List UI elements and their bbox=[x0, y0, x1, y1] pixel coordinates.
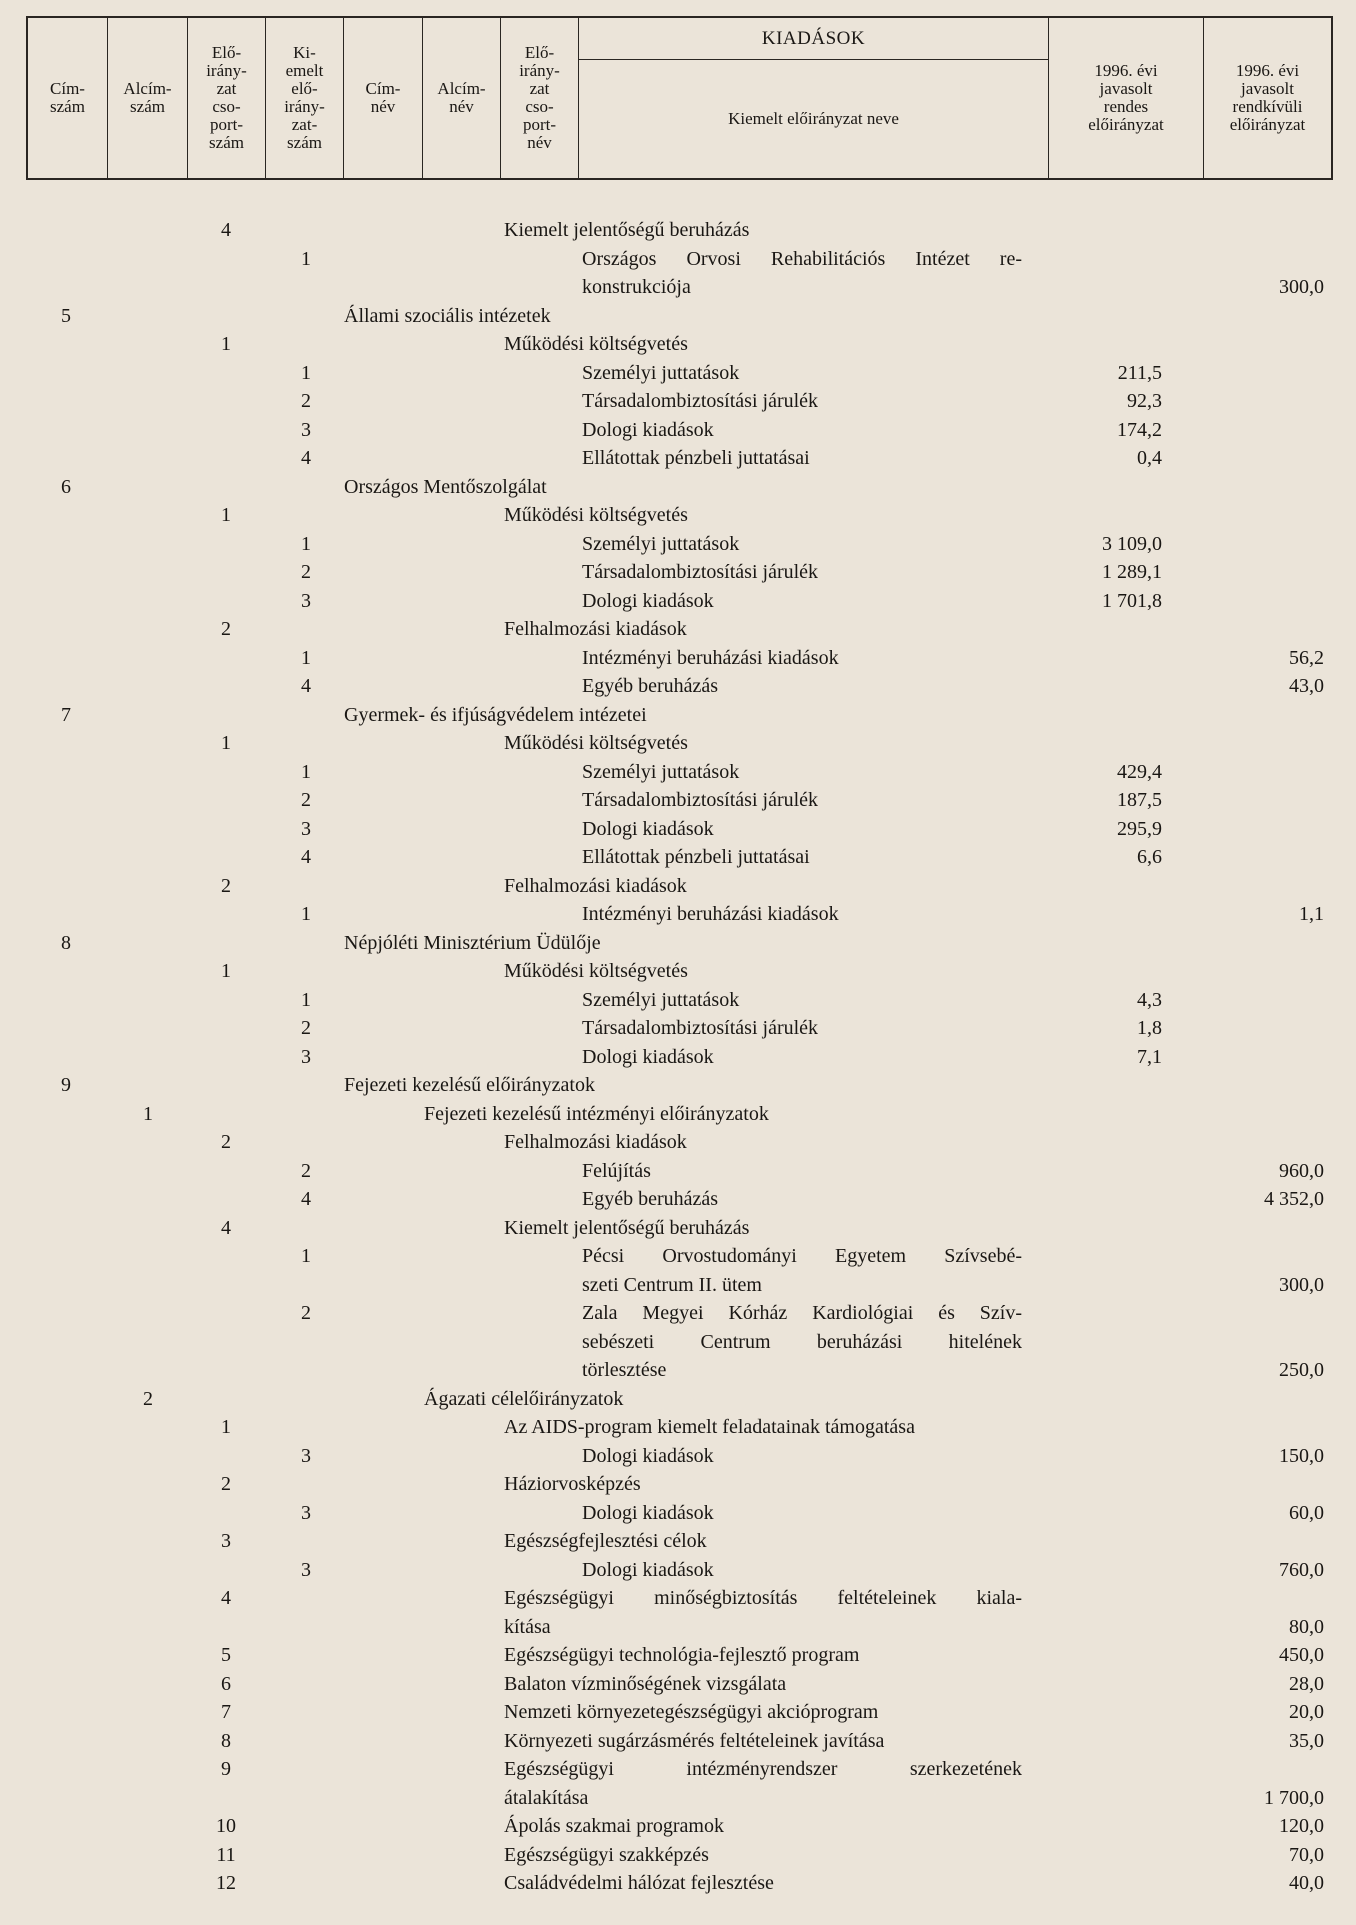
header-alcim-szam: Alcím- szám bbox=[108, 18, 188, 178]
row-number: 3 bbox=[221, 1530, 231, 1552]
row-number: 1 bbox=[221, 333, 231, 355]
row-name: Dologi kiadások bbox=[582, 1045, 714, 1068]
rendes-value: 1 289,1 bbox=[1102, 561, 1162, 583]
row-name: Működési költségvetés bbox=[504, 960, 688, 982]
rendkivuli-value: 60,0 bbox=[1289, 1501, 1324, 1524]
table-row bbox=[0, 672, 1356, 701]
row-number: 6 bbox=[221, 1672, 231, 1695]
row-name-text: Zala Megyei Kórház Kardiológiai és Szív- bbox=[582, 1302, 1022, 1324]
row-number: 2 bbox=[301, 1017, 311, 1039]
table-row bbox=[0, 872, 1356, 901]
row-name: Ellátottak pénzbeli juttatásai bbox=[582, 846, 810, 868]
rendkivuli-value: 450,0 bbox=[1279, 1644, 1324, 1666]
row-number: 2 bbox=[221, 1473, 231, 1495]
table-row bbox=[0, 1043, 1356, 1072]
table-row bbox=[0, 1299, 1356, 1328]
row-number: 1 bbox=[221, 960, 231, 982]
rendes-value: 174,2 bbox=[1117, 418, 1162, 441]
row-name: Fejezeti kezelésű előirányzatok bbox=[344, 1074, 595, 1096]
row-name: Felhalmozási kiadások bbox=[504, 1131, 687, 1153]
rendes-value: 429,4 bbox=[1117, 760, 1162, 783]
header-rendes-eloirany: 1996. évi javasolt rendes előirányzat bbox=[1049, 18, 1204, 178]
rendkivuli-value: 300,0 bbox=[1279, 276, 1324, 298]
row-name: Társadalombiztosítási járulék bbox=[582, 561, 819, 583]
row-name: Egészségügyi technológia-fejlesztő program bbox=[504, 1644, 860, 1666]
rendes-value: 92,3 bbox=[1127, 390, 1162, 412]
row-number: 12 bbox=[216, 1872, 236, 1894]
rendkivuli-value: 250,0 bbox=[1279, 1359, 1324, 1381]
row-name: Egyéb beruházás bbox=[582, 1188, 719, 1210]
row-number: 1 bbox=[301, 903, 311, 925]
row-number: 1 bbox=[301, 1245, 311, 1267]
row-number: 2 bbox=[301, 390, 311, 412]
row-number: 4 bbox=[301, 447, 311, 469]
row-name: Személyi juttatások bbox=[582, 988, 740, 1011]
rendkivuli-value: 120,0 bbox=[1279, 1815, 1324, 1837]
table-row bbox=[0, 986, 1356, 1015]
table-row bbox=[0, 929, 1356, 958]
row-name: Társadalombiztosítási járulék bbox=[582, 789, 819, 811]
row-number: 6 bbox=[61, 475, 71, 498]
rendkivuli-value: 300,0 bbox=[1279, 1273, 1324, 1296]
table-row bbox=[0, 1356, 1356, 1385]
rendes-value: 1 701,8 bbox=[1102, 589, 1162, 612]
row-name: Egészségfejlesztési célok bbox=[504, 1530, 707, 1552]
row-number: 9 bbox=[61, 1074, 71, 1096]
row-name: átalakítása bbox=[504, 1786, 589, 1809]
row-number: 7 bbox=[61, 703, 71, 726]
row-number: 1 bbox=[221, 1416, 231, 1438]
row-number: 3 bbox=[301, 1558, 311, 1581]
table-row bbox=[0, 359, 1356, 388]
row-number: 9 bbox=[221, 1758, 231, 1780]
header-cim-szam: Cím- szám bbox=[28, 18, 108, 178]
row-number: 2 bbox=[221, 618, 231, 640]
row-name: Kiemelt jelentőségű beruházás bbox=[504, 219, 750, 241]
row-name: Dologi kiadások bbox=[582, 817, 714, 840]
table-row bbox=[0, 1784, 1356, 1813]
row-name: Személyi juttatások bbox=[582, 361, 740, 384]
row-name-text: sebészeti Centrum beruházási hitelének bbox=[582, 1330, 1022, 1353]
table-row bbox=[0, 644, 1356, 673]
row-name: Felhalmozási kiadások bbox=[504, 618, 687, 640]
row-number: 2 bbox=[301, 789, 311, 811]
table-row bbox=[0, 1128, 1356, 1157]
row-name: Felhalmozási kiadások bbox=[504, 874, 687, 897]
row-name: Balaton vízminőségének vizsgálata bbox=[504, 1672, 787, 1695]
table-row bbox=[0, 330, 1356, 359]
table-row bbox=[0, 843, 1356, 872]
row-name: Országos Mentőszolgálat bbox=[344, 475, 547, 498]
table-row bbox=[0, 216, 1356, 245]
table-row bbox=[0, 1271, 1356, 1300]
rendkivuli-value: 28,0 bbox=[1289, 1672, 1324, 1695]
table-row bbox=[0, 786, 1356, 815]
table-row bbox=[0, 758, 1356, 787]
table-row bbox=[0, 1698, 1356, 1727]
row-name: Fejezeti kezelésű intézményi előirányzatok bbox=[424, 1102, 769, 1125]
row-number: 4 bbox=[301, 1188, 311, 1210]
row-name bbox=[582, 245, 1022, 274]
row-name bbox=[504, 1755, 1022, 1784]
table-row bbox=[0, 1755, 1356, 1784]
row-number: 7 bbox=[221, 1701, 231, 1723]
rendes-value: 4,3 bbox=[1137, 988, 1162, 1011]
rendes-value: 295,9 bbox=[1117, 817, 1162, 840]
row-name: Háziorvosképzés bbox=[504, 1473, 641, 1495]
row-name: szeti Centrum II. ütem bbox=[582, 1273, 762, 1296]
header-alcim-nev: Alcím- név bbox=[423, 18, 501, 178]
table-header bbox=[26, 16, 1333, 180]
row-number: 2 bbox=[301, 1302, 311, 1324]
rendkivuli-value: 960,0 bbox=[1279, 1159, 1324, 1182]
row-name bbox=[504, 1584, 1022, 1613]
row-name: Környezeti sugárzásmérés feltételeinek javítása bbox=[504, 1729, 885, 1752]
row-number: 5 bbox=[221, 1644, 231, 1666]
table-row bbox=[0, 1527, 1356, 1556]
row-name: Működési költségvetés bbox=[504, 504, 688, 526]
table-row bbox=[0, 273, 1356, 302]
rendkivuli-value: 1,1 bbox=[1299, 903, 1324, 925]
rendkivuli-value: 40,0 bbox=[1289, 1872, 1324, 1894]
table-row bbox=[0, 387, 1356, 416]
table-row bbox=[0, 615, 1356, 644]
table-row bbox=[0, 1499, 1356, 1528]
table-row bbox=[0, 1385, 1356, 1414]
row-name-text: Egészségügyi intézményrendszer szerkezetének bbox=[504, 1758, 1022, 1780]
row-number: 3 bbox=[301, 817, 311, 840]
rendkivuli-value: 150,0 bbox=[1279, 1444, 1324, 1467]
rendkivuli-value: 760,0 bbox=[1279, 1558, 1324, 1581]
row-number: 3 bbox=[301, 1501, 311, 1524]
row-number: 1 bbox=[301, 646, 311, 669]
rendkivuli-value: 56,2 bbox=[1289, 646, 1324, 669]
row-number: 2 bbox=[221, 1131, 231, 1153]
table-row bbox=[0, 729, 1356, 758]
row-name bbox=[582, 1299, 1022, 1328]
row-name: Nemzeti környezetegészségügyi akcióprogram bbox=[504, 1701, 879, 1723]
rendkivuli-value: 1 700,0 bbox=[1264, 1786, 1324, 1809]
table-row bbox=[0, 302, 1356, 331]
row-number: 8 bbox=[61, 931, 71, 954]
header-eloirany-csoport-nev: Elő- irány- zat cso- port- név bbox=[501, 18, 579, 178]
row-name: Működési költségvetés bbox=[504, 333, 688, 355]
row-name: Gyermek- és ifjúságvédelem intézetei bbox=[344, 703, 647, 726]
row-name: Társadalombiztosítási járulék bbox=[582, 390, 819, 412]
row-name: Intézményi beruházási kiadások bbox=[582, 646, 839, 669]
table-row bbox=[0, 1442, 1356, 1471]
row-number: 4 bbox=[221, 219, 231, 241]
table-row bbox=[0, 1869, 1356, 1898]
header-cim-nev: Cím- név bbox=[344, 18, 423, 178]
rendes-value: 6,6 bbox=[1137, 846, 1162, 868]
row-number: 1 bbox=[221, 504, 231, 526]
row-number: 4 bbox=[301, 675, 311, 697]
rendes-value: 1,8 bbox=[1137, 1017, 1162, 1039]
table-row bbox=[0, 444, 1356, 473]
rendkivuli-value: 43,0 bbox=[1289, 675, 1324, 697]
row-number: 3 bbox=[301, 1444, 311, 1467]
row-name: Dologi kiadások bbox=[582, 589, 714, 612]
row-name-text: Országos Orvosi Rehabilitációs Intézet re- bbox=[582, 247, 1022, 270]
rendes-value: 187,5 bbox=[1117, 789, 1162, 811]
table-row bbox=[0, 1727, 1356, 1756]
rendes-value: 7,1 bbox=[1137, 1045, 1162, 1068]
table-row bbox=[0, 1157, 1356, 1186]
table-row bbox=[0, 1812, 1356, 1841]
row-name: Népjóléti Minisztérium Üdülője bbox=[344, 931, 601, 954]
row-name: törlesztése bbox=[582, 1359, 667, 1381]
row-name: Egyéb beruházás bbox=[582, 675, 719, 697]
row-name: Dologi kiadások bbox=[582, 418, 714, 441]
table-row bbox=[0, 473, 1356, 502]
table-row bbox=[0, 1242, 1356, 1271]
row-name: konstrukciója bbox=[582, 276, 691, 298]
row-name: Állami szociális intézetek bbox=[344, 304, 551, 327]
table-row bbox=[0, 1470, 1356, 1499]
row-name: Ápolás szakmai programok bbox=[504, 1815, 724, 1837]
table-row bbox=[0, 1413, 1356, 1442]
row-name: Dologi kiadások bbox=[582, 1501, 714, 1524]
row-number: 10 bbox=[216, 1815, 236, 1837]
rendkivuli-value: 20,0 bbox=[1289, 1701, 1324, 1723]
header-eloirany-csoport-szam: Elő- irány- zat cso- port- szám bbox=[188, 18, 266, 178]
row-name-text: Pécsi Orvostudományi Egyetem Szívsebé- bbox=[582, 1245, 1022, 1267]
row-name: Intézményi beruházási kiadások bbox=[582, 903, 839, 925]
table-row bbox=[0, 1100, 1356, 1129]
row-number: 8 bbox=[221, 1729, 231, 1752]
row-name: Egészségügyi szakképzés bbox=[504, 1843, 709, 1866]
table-row bbox=[0, 1556, 1356, 1585]
table-row bbox=[0, 1613, 1356, 1642]
row-number: 4 bbox=[221, 1587, 231, 1609]
table-row bbox=[0, 558, 1356, 587]
row-name-text: Egészségügyi minőségbiztosítás feltételeinek kiala- bbox=[504, 1587, 1022, 1609]
table-row bbox=[0, 1185, 1356, 1214]
row-name: Felújítás bbox=[582, 1159, 651, 1182]
row-number: 1 bbox=[143, 1102, 153, 1125]
row-number: 1 bbox=[301, 988, 311, 1011]
row-number: 1 bbox=[221, 732, 231, 754]
row-number: 4 bbox=[301, 846, 311, 868]
table-row bbox=[0, 1641, 1356, 1670]
table-row bbox=[0, 1014, 1356, 1043]
row-number: 2 bbox=[143, 1387, 153, 1410]
table-row bbox=[0, 900, 1356, 929]
rendes-value: 0,4 bbox=[1137, 447, 1162, 469]
row-number: 11 bbox=[216, 1843, 236, 1866]
row-number: 3 bbox=[301, 589, 311, 612]
table-row bbox=[0, 245, 1356, 274]
table-row bbox=[0, 501, 1356, 530]
header-kiemelt-eloirany-neve: Kiemelt előirányzat neve bbox=[728, 109, 899, 128]
row-name: Működési költségvetés bbox=[504, 732, 688, 754]
row-number: 1 bbox=[301, 247, 311, 270]
row-number: 2 bbox=[301, 1159, 311, 1182]
row-name: Dologi kiadások bbox=[582, 1444, 714, 1467]
row-number: 3 bbox=[301, 1045, 311, 1068]
table-row bbox=[0, 1071, 1356, 1100]
table-row bbox=[0, 815, 1356, 844]
rendes-value: 3 109,0 bbox=[1102, 532, 1162, 555]
row-name: Dologi kiadások bbox=[582, 1558, 714, 1581]
row-name: Kiemelt jelentőségű beruházás bbox=[504, 1216, 750, 1239]
rendkivuli-value: 35,0 bbox=[1289, 1729, 1324, 1752]
row-name bbox=[582, 1328, 1022, 1357]
row-name: kítása bbox=[504, 1615, 551, 1638]
header-kiadasok-group bbox=[579, 18, 1049, 178]
row-number: 2 bbox=[221, 874, 231, 897]
rendkivuli-value: 80,0 bbox=[1289, 1615, 1324, 1638]
table-row bbox=[0, 1584, 1356, 1613]
header-rendkivuli-eloirany: 1996. évi javasolt rendkívüli előirányzat bbox=[1229, 61, 1306, 134]
row-name: Az AIDS-program kiemelt feladatainak támogatása bbox=[504, 1416, 915, 1438]
row-name bbox=[582, 1242, 1022, 1271]
table-row bbox=[0, 416, 1356, 445]
row-number: 3 bbox=[301, 418, 311, 441]
row-name: Személyi juttatások bbox=[582, 760, 740, 783]
row-number: 1 bbox=[301, 361, 311, 384]
table-row bbox=[0, 1328, 1356, 1357]
header-kiadasok: KIADÁSOK bbox=[579, 18, 1048, 60]
table-row bbox=[0, 1841, 1356, 1870]
rendkivuli-value: 4 352,0 bbox=[1264, 1188, 1324, 1210]
header-kiemelt-eloirany-szam: Ki- emelt elő- irány- zat- szám bbox=[266, 18, 344, 178]
table-row bbox=[0, 530, 1356, 559]
table-row bbox=[0, 957, 1356, 986]
row-name: Ellátottak pénzbeli juttatásai bbox=[582, 447, 810, 469]
row-number: 1 bbox=[301, 760, 311, 783]
rendes-value: 211,5 bbox=[1117, 361, 1162, 384]
table-row bbox=[0, 701, 1356, 730]
row-number: 2 bbox=[301, 561, 311, 583]
row-number: 5 bbox=[61, 304, 71, 327]
row-name: Ágazati célelőirányzatok bbox=[424, 1387, 624, 1410]
row-number: 4 bbox=[221, 1216, 231, 1239]
table-row bbox=[0, 587, 1356, 616]
row-number: 1 bbox=[301, 532, 311, 555]
rendkivuli-value: 70,0 bbox=[1289, 1843, 1324, 1866]
row-name: Társadalombiztosítási járulék bbox=[582, 1017, 819, 1039]
table-row bbox=[0, 1670, 1356, 1699]
row-name: Személyi juttatások bbox=[582, 532, 740, 555]
table-row bbox=[0, 1214, 1356, 1243]
row-name: Családvédelmi hálózat fejlesztése bbox=[504, 1872, 774, 1894]
